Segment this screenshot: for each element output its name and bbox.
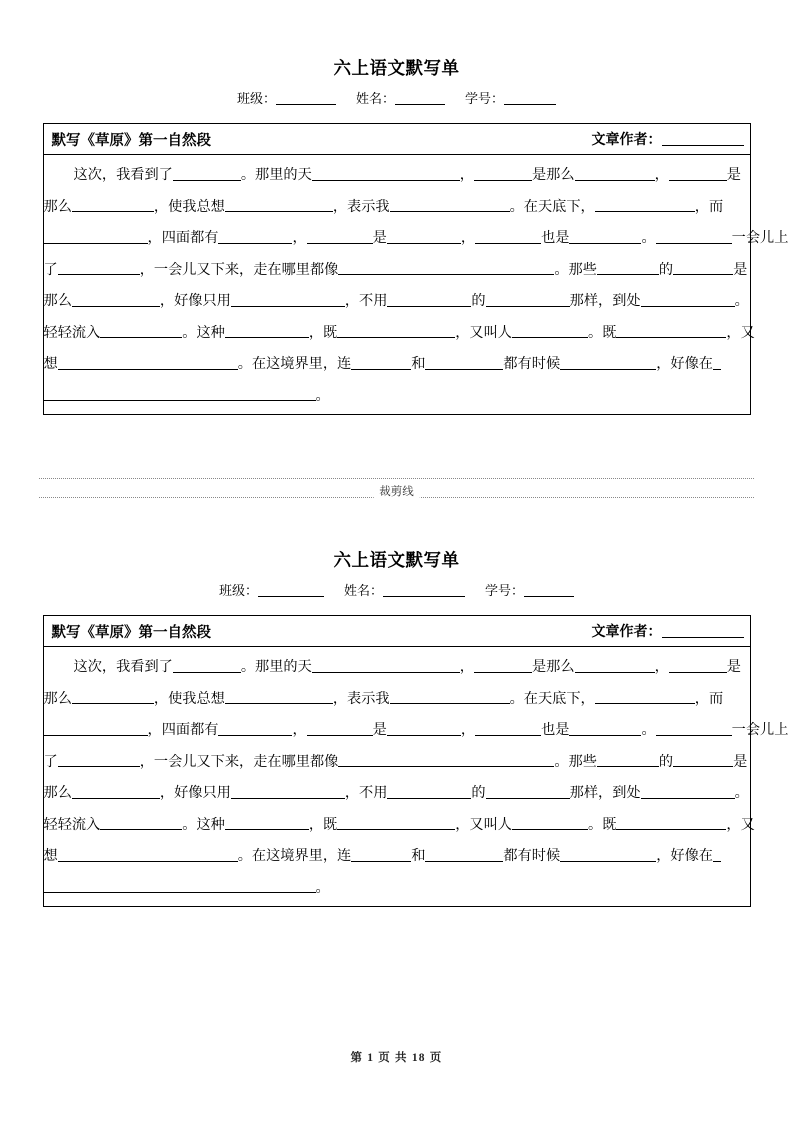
dictation-line (44, 715, 789, 747)
answer-blank[interactable] (58, 849, 238, 862)
answer-blank[interactable] (713, 849, 721, 862)
dictation-text: 。 (641, 722, 656, 738)
dictation-box-header (44, 124, 750, 155)
student-info-line (0, 88, 793, 107)
answer-blank[interactable] (616, 325, 726, 338)
author-input-blank[interactable] (662, 625, 744, 638)
cut-line-region (39, 470, 754, 510)
answer-blank[interactable] (72, 294, 160, 307)
answer-blank[interactable] (669, 660, 727, 673)
answer-blank[interactable] (569, 231, 641, 244)
dictation-text: ，而 (694, 198, 724, 215)
dictation-text: 也是 (541, 230, 570, 246)
answer-blank[interactable] (44, 880, 316, 893)
dictation-text: ，而 (694, 690, 724, 707)
dictation-text: 。 (641, 230, 656, 246)
answer-blank[interactable] (351, 849, 411, 862)
dictation-text: ，使我总想 (153, 198, 225, 215)
dictation-text: 了 (43, 753, 58, 770)
answer-blank[interactable] (669, 168, 727, 181)
assignment-title: 默写《草原》第一自然段 (51, 624, 211, 641)
answer-blank[interactable] (512, 817, 588, 830)
dictation-text: 。在这境界里，连 (237, 356, 352, 372)
answer-blank[interactable] (173, 168, 241, 181)
number-label: 学号： (465, 91, 505, 106)
name-label: 姓名： (355, 91, 395, 106)
answer-blank[interactable] (486, 786, 570, 799)
dictation-text: ，既 (308, 324, 338, 341)
answer-blank[interactable] (218, 231, 292, 244)
dictation-text: 都有时候 (503, 848, 561, 864)
worksheet-copy-2 (0, 510, 793, 907)
dictation-line (43, 810, 755, 842)
dictation-text: ，四面都有 (147, 722, 219, 738)
student-info-line-2 (0, 580, 793, 599)
answer-blank[interactable] (231, 294, 345, 307)
dictation-text: 。 (315, 879, 330, 896)
answer-blank[interactable] (597, 754, 659, 767)
dictation-text: 是那么 (531, 167, 575, 183)
dictation-line (44, 349, 750, 381)
answer-blank[interactable] (560, 849, 656, 862)
answer-blank[interactable] (307, 723, 373, 736)
dictation-text: ，又 (726, 324, 755, 341)
dictation-text: 一会儿上 (731, 230, 789, 246)
answer-blank[interactable] (337, 817, 455, 830)
dictation-text: 也是 (541, 722, 570, 738)
dictation-text: ，好像在 (656, 848, 713, 864)
dictation-line (44, 160, 750, 192)
dictation-text: 的 (471, 785, 486, 801)
dictation-line (44, 684, 750, 716)
answer-blank[interactable] (641, 786, 735, 799)
dictation-text: ，又 (726, 816, 755, 833)
answer-blank[interactable] (656, 723, 732, 736)
dictation-text: ， (292, 230, 307, 246)
dictation-line (44, 192, 750, 224)
dictation-text: ，不用 (344, 293, 388, 309)
answer-blank[interactable] (475, 231, 541, 244)
answer-blank[interactable] (44, 388, 316, 401)
answer-blank[interactable] (225, 325, 309, 338)
dictation-text: 一会儿上 (731, 722, 789, 738)
author-field (592, 621, 744, 641)
answer-blank[interactable] (575, 660, 655, 673)
name-input-blank[interactable] (383, 584, 465, 596)
answer-blank[interactable] (597, 262, 659, 275)
page-footer: 第 1 页 共 18 页 (350, 1052, 443, 1064)
dictation-text: 是 (372, 230, 387, 246)
dictation-text: ，表示我 (332, 198, 390, 215)
answer-blank[interactable] (387, 231, 461, 244)
name-input-blank[interactable] (395, 92, 445, 104)
answer-blank[interactable] (560, 357, 656, 370)
dictation-line (44, 873, 750, 905)
dictation-text: ，四面都有 (147, 230, 219, 246)
answer-blank[interactable] (616, 817, 726, 830)
page-title-2: 六上语文默写单 (333, 550, 460, 570)
answer-blank[interactable] (225, 199, 333, 212)
answer-blank[interactable] (44, 723, 148, 736)
dictation-text: 是 (726, 167, 741, 183)
worksheet-copy-1 (0, 0, 793, 415)
answer-blank[interactable] (225, 817, 309, 830)
answer-blank[interactable] (569, 723, 641, 736)
dictation-text: ，一会儿又下来，走在哪里都像 (139, 753, 339, 770)
dictation-text: ，好像只用 (159, 293, 231, 309)
answer-blank[interactable] (713, 357, 721, 370)
answer-blank[interactable] (218, 723, 292, 736)
dictation-line (43, 318, 755, 350)
class-input-blank[interactable] (276, 92, 336, 104)
number-label: 学号： (485, 583, 525, 598)
dictation-text: 的 (658, 753, 674, 770)
answer-blank[interactable] (58, 262, 140, 275)
author-label: 文章作者： (591, 625, 662, 640)
dictation-text: ， (459, 167, 474, 183)
dictation-box-header-2 (44, 616, 750, 647)
dictation-text: 都有时候 (503, 356, 561, 372)
dictation-text: 。在天底下， (509, 198, 595, 215)
dictation-text: 那么 (43, 198, 72, 215)
dictation-text: ， (654, 659, 669, 675)
answer-blank[interactable] (58, 357, 238, 370)
dictation-text: 。那些 (554, 261, 597, 278)
dictation-text: 。那里的天 (240, 659, 312, 675)
dictation-text: 是 (733, 261, 748, 278)
dictation-text: 那么 (43, 690, 72, 707)
dictation-text: 是 (372, 722, 387, 738)
class-input-blank[interactable] (258, 584, 324, 596)
dictation-text: 那么 (43, 785, 72, 801)
answer-blank[interactable] (351, 357, 411, 370)
name-label: 姓名： (343, 583, 383, 598)
dictation-line (44, 841, 750, 873)
answer-blank[interactable] (425, 357, 503, 370)
answer-blank[interactable] (425, 849, 503, 862)
answer-blank[interactable] (595, 691, 695, 704)
answer-blank[interactable] (58, 754, 140, 767)
answer-blank[interactable] (486, 294, 570, 307)
dictation-text: 的 (658, 261, 674, 278)
dictation-text: 。在这境界里，连 (237, 848, 352, 864)
dictation-text: 这次，我看到了 (73, 659, 173, 675)
author-label: 文章作者： (591, 133, 662, 148)
answer-blank[interactable] (338, 754, 554, 767)
dictation-line (44, 381, 750, 413)
dictation-text: ，表示我 (332, 690, 390, 707)
answer-blank[interactable] (475, 723, 541, 736)
dictation-text: 。在天底下， (509, 690, 595, 707)
answer-blank[interactable] (575, 168, 655, 181)
dictation-text: ， (460, 230, 476, 246)
answer-blank[interactable] (595, 199, 695, 212)
cut-line-label: 裁剪线 (373, 486, 420, 499)
dictation-body-2 (43, 647, 789, 906)
dictation-text: 和 (411, 356, 426, 372)
answer-blank[interactable] (307, 231, 373, 244)
dictation-line (44, 747, 750, 779)
answer-blank[interactable] (100, 325, 182, 338)
dictation-line (44, 223, 789, 255)
dictation-text: 那么 (43, 293, 72, 309)
class-label: 班级： (236, 91, 276, 106)
number-input-blank[interactable] (524, 584, 574, 596)
dictation-text: ，好像只用 (159, 785, 231, 801)
dictation-text: ， (459, 659, 474, 675)
dictation-text: ，一会儿又下来，走在哪里都像 (139, 261, 339, 278)
dictation-text: ，好像在 (656, 356, 713, 372)
answer-blank[interactable] (673, 262, 733, 275)
answer-blank[interactable] (387, 786, 471, 799)
answer-blank[interactable] (390, 691, 510, 704)
answer-blank[interactable] (338, 262, 554, 275)
dictation-text: 轻轻流入 (43, 324, 101, 341)
dictation-text: ， (292, 722, 307, 738)
answer-blank[interactable] (512, 325, 588, 338)
dictation-text: 。既 (588, 324, 617, 341)
answer-blank[interactable] (312, 660, 460, 673)
answer-blank[interactable] (225, 691, 333, 704)
author-input-blank[interactable] (662, 133, 744, 146)
answer-blank[interactable] (72, 199, 154, 212)
author-field (592, 129, 744, 149)
dictation-text: ， (460, 722, 476, 738)
dictation-text: 是 (733, 753, 748, 770)
dictation-text: 和 (411, 848, 426, 864)
answer-blank[interactable] (100, 817, 182, 830)
dictation-text: 想 (43, 848, 58, 864)
dictation-text: 。这种 (182, 324, 225, 341)
dictation-box (43, 123, 789, 415)
dictation-text: 是 (726, 659, 741, 675)
answer-blank[interactable] (673, 754, 733, 767)
dictation-text: 。这种 (182, 816, 225, 833)
dictation-line (44, 286, 750, 318)
dictation-text: 是那么 (531, 659, 575, 675)
answer-blank[interactable] (231, 786, 345, 799)
answer-blank[interactable] (72, 691, 154, 704)
answer-blank[interactable] (474, 168, 532, 181)
dictation-text: 想 (43, 356, 58, 372)
assignment-title: 默写《草原》第一自然段 (51, 132, 211, 149)
answer-blank[interactable] (337, 325, 455, 338)
class-label: 班级： (218, 583, 258, 598)
dictation-line (44, 652, 750, 684)
dictation-line (44, 255, 750, 287)
dictation-text: 。 (734, 785, 749, 801)
dictation-text: ，又叫人 (455, 816, 512, 833)
dictation-text: 轻轻流入 (43, 816, 101, 833)
answer-blank[interactable] (387, 294, 471, 307)
dictation-text: 了 (43, 261, 58, 278)
answer-blank[interactable] (44, 231, 148, 244)
dictation-text: 。那里的天 (240, 167, 312, 183)
dictation-text: ， (654, 167, 669, 183)
answer-blank[interactable] (474, 660, 532, 673)
dictation-text: ，不用 (344, 785, 388, 801)
dictation-text: 。既 (588, 816, 617, 833)
answer-blank[interactable] (656, 231, 732, 244)
answer-blank[interactable] (72, 786, 160, 799)
dictation-body (43, 155, 789, 414)
dictation-box-2 (43, 615, 789, 907)
dictation-text: ，既 (308, 816, 338, 833)
answer-blank[interactable] (312, 168, 460, 181)
dictation-text: ，又叫人 (455, 324, 512, 341)
dictation-text: 那样，到处 (569, 785, 641, 801)
dictation-text: 。 (315, 387, 330, 404)
dictation-text: ，使我总想 (153, 690, 225, 707)
dictation-text: 这次，我看到了 (73, 167, 173, 183)
dictation-text: 。那些 (554, 753, 597, 770)
cut-line-dashes-top (39, 478, 754, 479)
dictation-line (44, 778, 750, 810)
page-title: 六上语文默写单 (333, 58, 460, 78)
answer-blank[interactable] (390, 199, 510, 212)
dictation-text: 。 (734, 293, 749, 309)
answer-blank[interactable] (387, 723, 461, 736)
dictation-text: 那样，到处 (569, 293, 641, 309)
number-input-blank[interactable] (504, 92, 556, 104)
answer-blank[interactable] (173, 660, 241, 673)
answer-blank[interactable] (641, 294, 735, 307)
dictation-text: 的 (471, 293, 486, 309)
